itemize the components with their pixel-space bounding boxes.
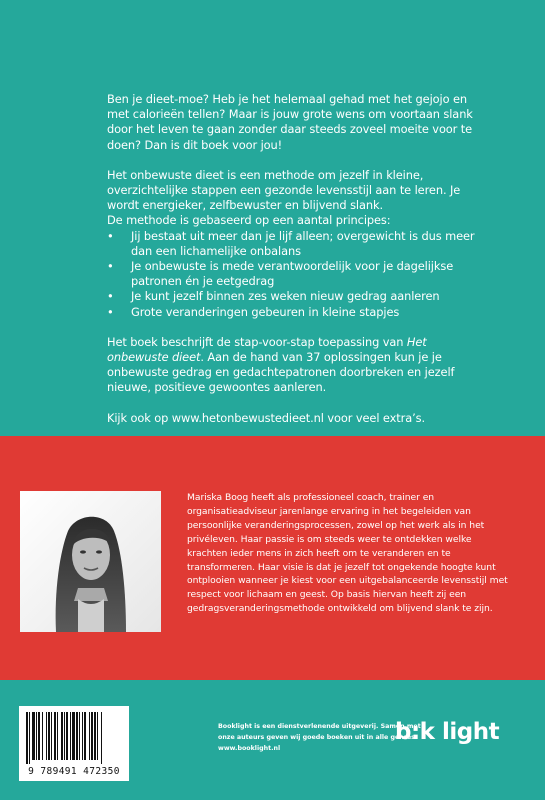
publisher-note: Booklight is een dienstverlenende uitgeverij. Samen met onze auteurs geven wij goede boeken uit in alle genres. www.booklight.nl — [218, 723, 421, 752]
barcode-bar — [97, 712, 98, 760]
barcode-bar — [61, 712, 63, 760]
barcode-bar — [36, 712, 37, 760]
isbn-barcode-icon — [19, 706, 129, 781]
barcode-bar — [79, 712, 80, 760]
barcode-bar — [84, 712, 86, 760]
portrait-photo-icon — [20, 491, 161, 632]
bullet-icon: • — [107, 228, 114, 243]
list-item — [107, 305, 487, 320]
list-item — [107, 259, 487, 289]
barcode-bar — [46, 712, 47, 760]
principle-text: Jij bestaat uit meer dan je lijf alleen; overgewicht is dus meer dan een lichamelijke onbalans — [131, 228, 475, 258]
publisher-logo: b:k light — [395, 719, 500, 745]
barcode-bar — [72, 712, 75, 760]
barcode-bar — [76, 712, 78, 760]
barcode-bar — [42, 712, 43, 760]
barcode-bar — [94, 712, 96, 760]
book-description-part2: . Aan de hand van 37 oplossingen kun je je onbewuste gedrag en gedachtepatronen doorbreken en jezelf nieuwe, positieve gewoontes aanleren. — [107, 350, 455, 395]
back-cover-blurb — [107, 92, 487, 441]
bullet-icon: • — [107, 289, 114, 304]
author-bio: Mariska Boog heeft als professioneel coach, trainer en organisatieadviseur jarenlange ervaring in het begeleiden van persoonlijke veranderingsprocessen, zowel op het werk als in het privéleven. Haar passie is om steeds weer te ontdekken welke krachten ieder mens in zich heeft om te veranderen en te transformeren. Haar visie is dat je jezelf tot ongekende hoogte kunt ontplooien wanneer je kiest voor een uitgebalanceerde levensstijl met respect voor lichaam en geest. Op basis hiervan heeft zij een gedragsveranderingsmethode ontwikkeld om blijvend slank te zijn. — [187, 492, 508, 615]
list-item — [107, 289, 487, 304]
barcode-bar — [57, 712, 58, 760]
isbn-digits: 9 789491 472350 — [28, 766, 120, 777]
barcode-bar — [101, 712, 102, 764]
bullet-icon: • — [107, 304, 114, 319]
author-portrait — [20, 491, 161, 632]
barcode-bar — [70, 712, 71, 760]
barcode-bar — [64, 712, 65, 760]
book-title: Het onbewuste dieet — [107, 334, 427, 365]
principle-text: Je onbewuste is mede verantwoordelijk voor je dagelijkse patronen én je eetgedrag — [131, 259, 454, 289]
blurb-book-description — [107, 335, 487, 396]
blurb-intro: Ben je dieet-moe? Heb je het helemaal gehad met het gejojo en met calorieën tellen? Maar is jouw grote wens om voortaan slank door het leven te gaan zonder daar steeds zoveel moeite voor te doen? Dan is dit boek voor jou! — [107, 92, 473, 152]
barcode-bar — [38, 712, 40, 760]
book-description-part1: Het boek beschrijft de stap-voor-stap toepassing van — [107, 334, 407, 349]
barcode-bar — [89, 712, 90, 760]
barcode-bar — [32, 712, 35, 760]
barcode-bar — [82, 712, 83, 760]
blurb-website: Kijk ook op www.hetonbewustedieet.nl voor veel extra’s. — [107, 410, 425, 425]
barcode-bar — [91, 712, 93, 760]
barcode-bar — [26, 712, 28, 764]
barcode-bar — [54, 712, 56, 760]
principles-list — [107, 229, 487, 320]
blurb-principles-lead: De methode is gebaseerd op een aantal principes: — [107, 213, 391, 228]
barcode-bar — [29, 712, 30, 764]
barcode-bars — [25, 712, 123, 764]
principle-text: Je kunt jezelf binnen zes weken nieuw gedrag aanleren — [131, 289, 440, 304]
principle-text: Grote veranderingen gebeuren in kleine stapjes — [131, 304, 400, 319]
barcode-bar — [66, 712, 68, 760]
barcode-bar — [51, 712, 52, 760]
blurb-method: Het onbewuste dieet is een methode om jezelf in kleine, overzichtelijke stappen een gezonde levensstijl aan te leren. Je wordt energieker, zelfbewuster en blijvend slank. — [107, 167, 461, 213]
bullet-icon: • — [107, 259, 114, 274]
list-item — [107, 229, 487, 259]
barcode-bar — [48, 712, 50, 760]
